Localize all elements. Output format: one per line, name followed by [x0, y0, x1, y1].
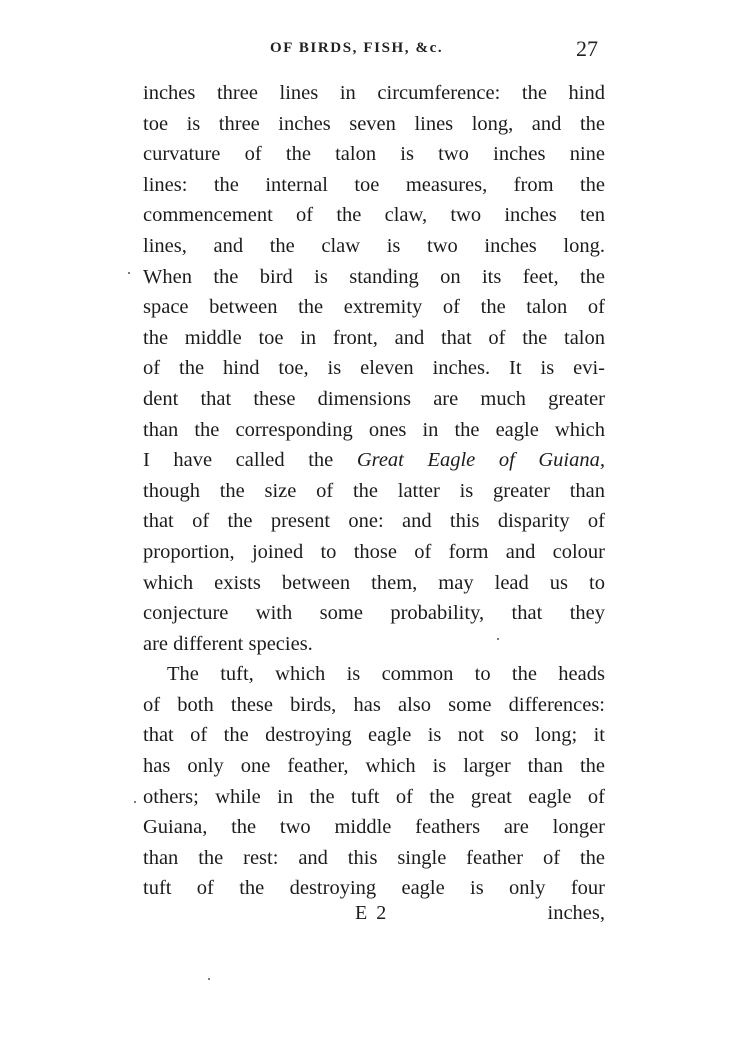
- text-line: the middle toe in front, and that of the talon: [143, 326, 605, 349]
- text-line: though the size of the latter is greater than: [143, 479, 605, 502]
- text-line: than the corresponding ones in the eagle which: [143, 418, 605, 441]
- text-line: When the bird is standing on its feet, the: [143, 265, 605, 288]
- text-line: lines, and the claw is two inches long.: [143, 234, 605, 257]
- running-head: [140, 36, 606, 66]
- text-line: are different species.: [143, 632, 313, 655]
- text-line: has only one feather, which is larger than the: [143, 755, 605, 778]
- text-line: of both these birds, has also some differences:: [143, 693, 605, 716]
- print-speck: [208, 978, 210, 980]
- text-line: toe is three inches seven lines long, and the: [143, 112, 605, 135]
- text-line: that of the present one: and this disparity of: [143, 510, 605, 533]
- signature-mark: E 2: [355, 902, 389, 924]
- print-speck: [497, 638, 499, 640]
- text-line: of the hind toe, is eleven inches. It is evi-: [143, 357, 605, 380]
- text-line: inches three lines in circumference: the hind: [143, 82, 605, 104]
- page-number: 27: [576, 36, 598, 61]
- text-line: dent that these dimensions are much greater: [143, 387, 605, 410]
- text-line: curvature of the talon is two inches nine: [143, 143, 605, 166]
- print-speck: [134, 801, 136, 803]
- text-line: others; while in the tuft of the great eagle of: [143, 785, 605, 808]
- text-line: than the rest: and this single feather of the: [143, 846, 605, 869]
- italic-title: Great Eagle of Guiana,: [356, 449, 605, 472]
- paragraph-first-line: The tuft, which is common to the heads: [167, 663, 605, 686]
- catchword: inches,: [547, 902, 605, 924]
- page-footer: [143, 902, 605, 932]
- text-line: conjecture with some probability, that they: [143, 602, 605, 625]
- text-line: tuft of the destroying eagle is only four: [143, 877, 605, 900]
- body-text: [143, 78, 605, 904]
- text-line: Guiana, the two middle feathers are longer: [143, 816, 605, 839]
- running-title: OF BIRDS, FISH, &c.: [270, 40, 444, 56]
- text-line: that of the destroying eagle is not so long; it: [143, 724, 605, 747]
- text-line: which exists between them, may lead us to: [143, 571, 605, 594]
- text-line-with-italic: [143, 445, 605, 476]
- plain-text: I have called the: [143, 449, 357, 472]
- print-speck: [128, 272, 130, 274]
- text-line: space between the extremity of the talon of: [143, 296, 605, 319]
- text-line: proportion, joined to those of form and colour: [143, 540, 605, 563]
- text-line: commencement of the claw, two inches ten: [143, 204, 605, 227]
- text-line: lines: the internal toe measures, from the: [143, 173, 605, 196]
